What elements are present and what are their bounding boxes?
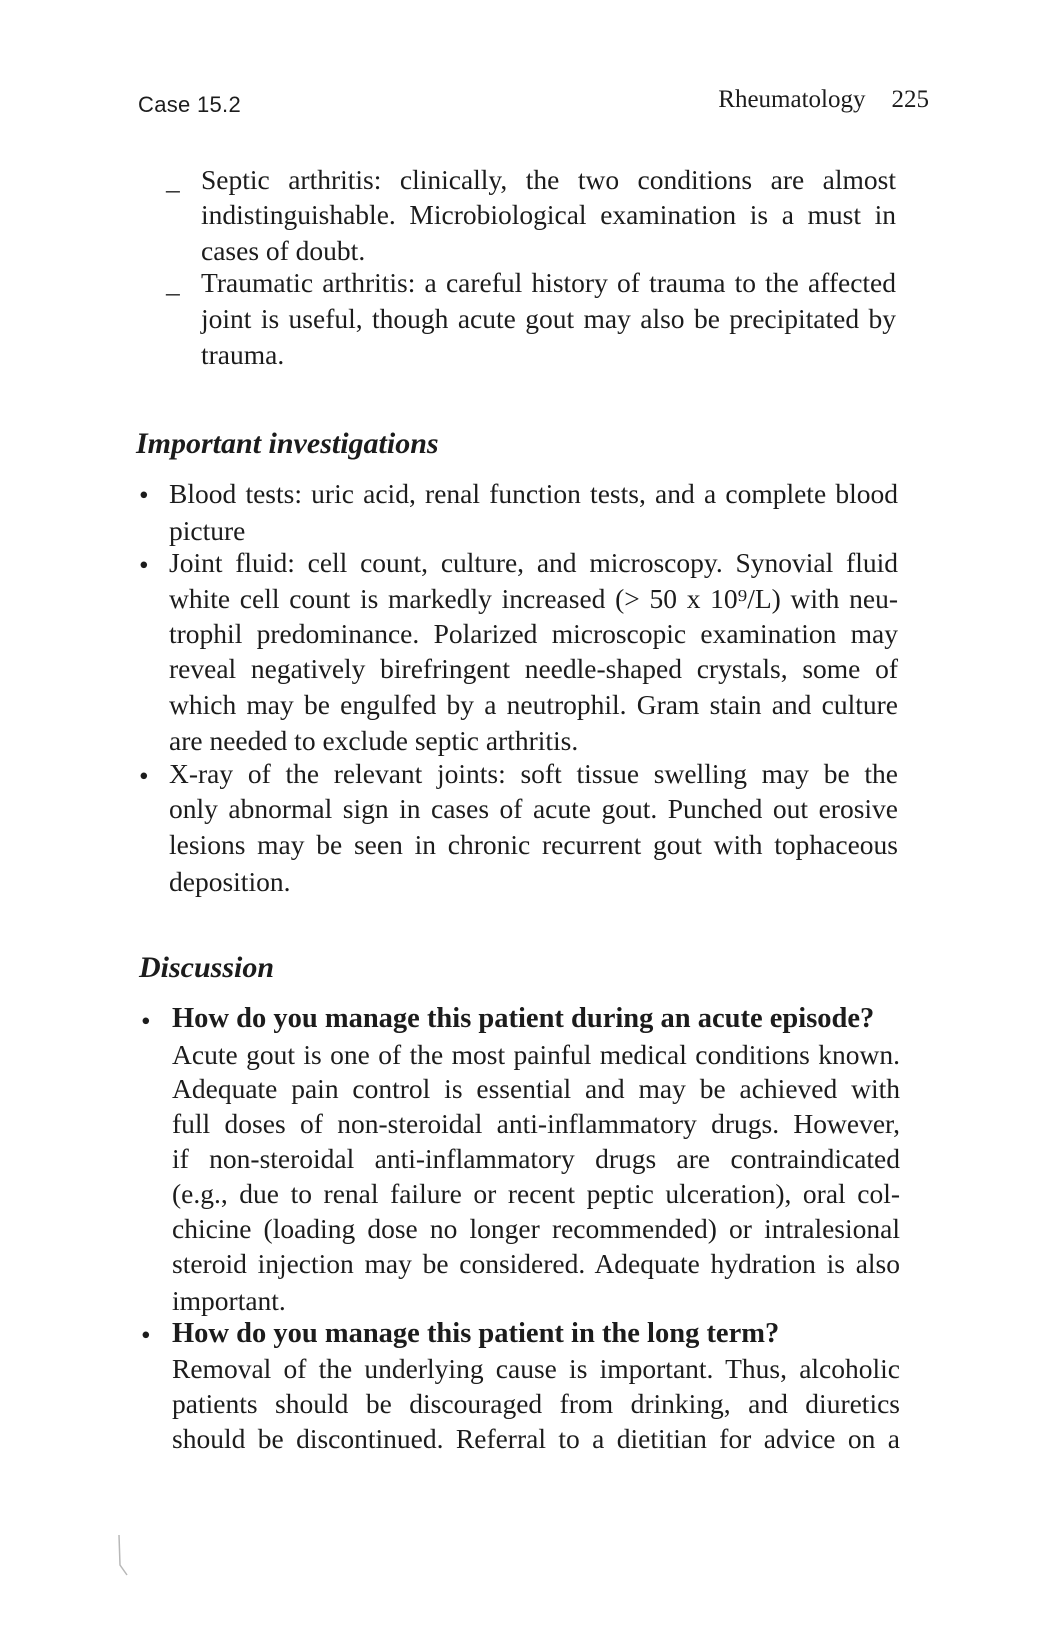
discussion-heading: Discussion <box>139 951 275 984</box>
bullet-marker: • <box>141 1319 151 1350</box>
dash-marker: – <box>166 276 180 307</box>
text-line: Septic arthritis: clinically, the two conditions are almost <box>201 164 896 195</box>
text-line: lesions may be seen in chronic recurrent gout with tophaceous <box>169 829 898 860</box>
page-number: 225 <box>891 86 929 113</box>
text-line: Traumatic arthritis: a careful history of trauma to the affected <box>201 267 896 298</box>
text-line: indistinguishable. Microbiological examination is a must in <box>201 199 896 230</box>
text-line: picture <box>169 515 246 546</box>
bullet-marker: • <box>139 549 149 580</box>
text-line: white cell count is markedly increased (> 50 x 10⁹/L) with neu- <box>169 583 898 614</box>
text-line: Joint fluid: cell count, culture, and microscopy. Synovial fluid <box>169 547 898 578</box>
investigations-heading: Important investigations <box>136 427 439 460</box>
text-line: Adequate pain control is essential and may be achieved with <box>172 1073 900 1104</box>
bullet-marker: • <box>141 1005 151 1036</box>
scan-artifact <box>117 1535 129 1577</box>
discussion-question: How do you manage this patient during an acute episode? <box>172 1003 875 1034</box>
text-line: should be discontinued. Referral to a dietitian for advice on a <box>172 1423 900 1454</box>
text-line: important. <box>172 1285 286 1316</box>
text-line: patients should be discouraged from drinking, and diuretics <box>172 1388 900 1419</box>
text-line: X-ray of the relevant joints: soft tissue swelling may be the <box>169 758 898 789</box>
text-line: chicine (loading dose no longer recommended) or intralesional <box>172 1213 900 1244</box>
text-line: trophil predominance. Polarized microscopic examination may <box>169 618 898 649</box>
bullet-marker: • <box>139 479 149 510</box>
text-line: (e.g., due to renal failure or recent peptic ulceration), oral col- <box>172 1178 900 1209</box>
text-line: only abnormal sign in cases of acute gout. Punched out erosive <box>169 793 898 824</box>
text-line: Removal of the underlying cause is important. Thus, alcoholic <box>172 1353 900 1384</box>
text-line: full doses of non-steroidal anti-inflammatory drugs. However, <box>172 1108 900 1139</box>
text-line: if non-steroidal anti-inflammatory drugs are contraindicated <box>172 1143 900 1174</box>
discussion-question: How do you manage this patient in the long term? <box>172 1318 780 1349</box>
text-line: trauma. <box>201 339 285 370</box>
text-line: cases of doubt. <box>201 235 366 266</box>
bullet-marker: • <box>139 760 149 791</box>
running-head <box>138 84 929 124</box>
text-line: reveal negatively birefringent needle-shaped crystals, some of <box>169 653 898 684</box>
text-line: Blood tests: uric acid, renal function tests, and a complete blood <box>169 478 898 509</box>
text-line: joint is useful, though acute gout may also be precipitated by <box>201 303 896 334</box>
text-line: are needed to exclude septic arthritis. <box>169 725 579 756</box>
dash-marker: – <box>166 173 180 204</box>
case-label: Case 15.2 <box>138 92 241 117</box>
text-line: steroid injection may be considered. Adequate hydration is also <box>172 1248 900 1279</box>
text-line: deposition. <box>169 866 291 897</box>
text-line: which may be engulfed by a neutrophil. Gram stain and culture <box>169 689 898 720</box>
section-title: Rheumatology <box>718 86 866 113</box>
header-right <box>718 86 929 114</box>
text-line: Acute gout is one of the most painful medical conditions known. <box>172 1039 900 1070</box>
